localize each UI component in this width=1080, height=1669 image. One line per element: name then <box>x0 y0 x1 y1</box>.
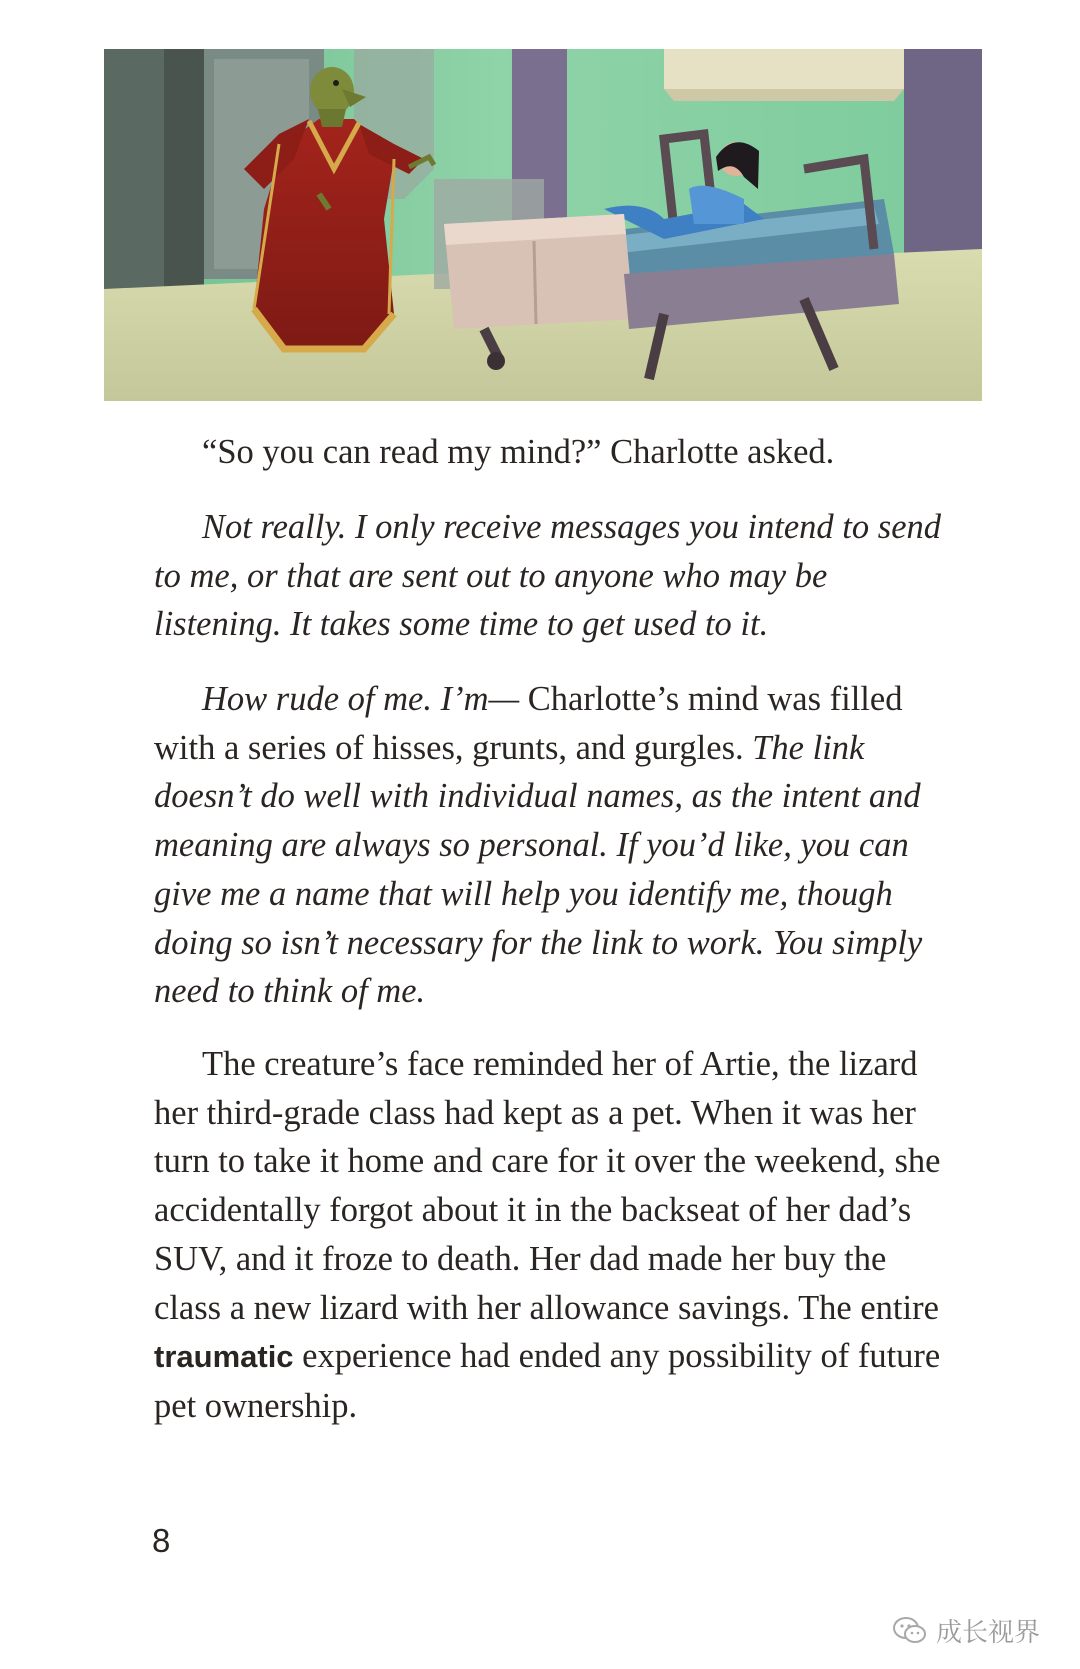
story-illustration <box>104 49 982 401</box>
artie-memory-start: The creature’s face reminded her of Artie, the lizard her third-grade class had kept as a pet. When it was her turn to take it home and care for it over the weekend, she accidentally forgot about it in the backseat of her dad’s SUV, and it froze to death. Her dad made her buy the class a new lizard with her allowance savings. The entire <box>154 1045 941 1327</box>
artie-memory-end: experience had ended any possibility of future pet ownership. <box>154 1337 941 1425</box>
paragraph-artie-memory <box>154 1040 944 1431</box>
paragraph-telepathy-reply <box>154 503 944 649</box>
introduction-italic-end: The link doesn’t do well with individual names, as the intent and meaning are always so personal. If you’d like, you can give me a name that will help you identify me, though doing so isn’t necessary for the link to work. You simply need to think of me. <box>154 728 923 1011</box>
paragraph-introduction <box>154 675 944 1016</box>
telepathy-reply-text: Not really. I only receive messages you intend to send to me, or that are sent out to anyone who may be listening. It takes some time to get used to it. <box>154 508 942 644</box>
watermark-label: 成长视界 <box>935 1618 1040 1648</box>
introduction-plain: Charlotte’s mind was filled with a series of hisses, grunts, and gurgles. <box>154 680 903 767</box>
paragraph-dialogue <box>154 428 944 477</box>
vocabulary-word: traumatic <box>154 1339 294 1375</box>
page-number: 8 <box>152 1522 171 1559</box>
illustration-scene <box>104 49 982 401</box>
dialogue-text: “So you can read my mind?” Charlotte asked. <box>202 433 835 471</box>
watermark <box>892 1612 1040 1649</box>
introduction-italic-start: How rude of me. I’m— <box>202 680 520 718</box>
wechat-icon <box>892 1616 928 1646</box>
